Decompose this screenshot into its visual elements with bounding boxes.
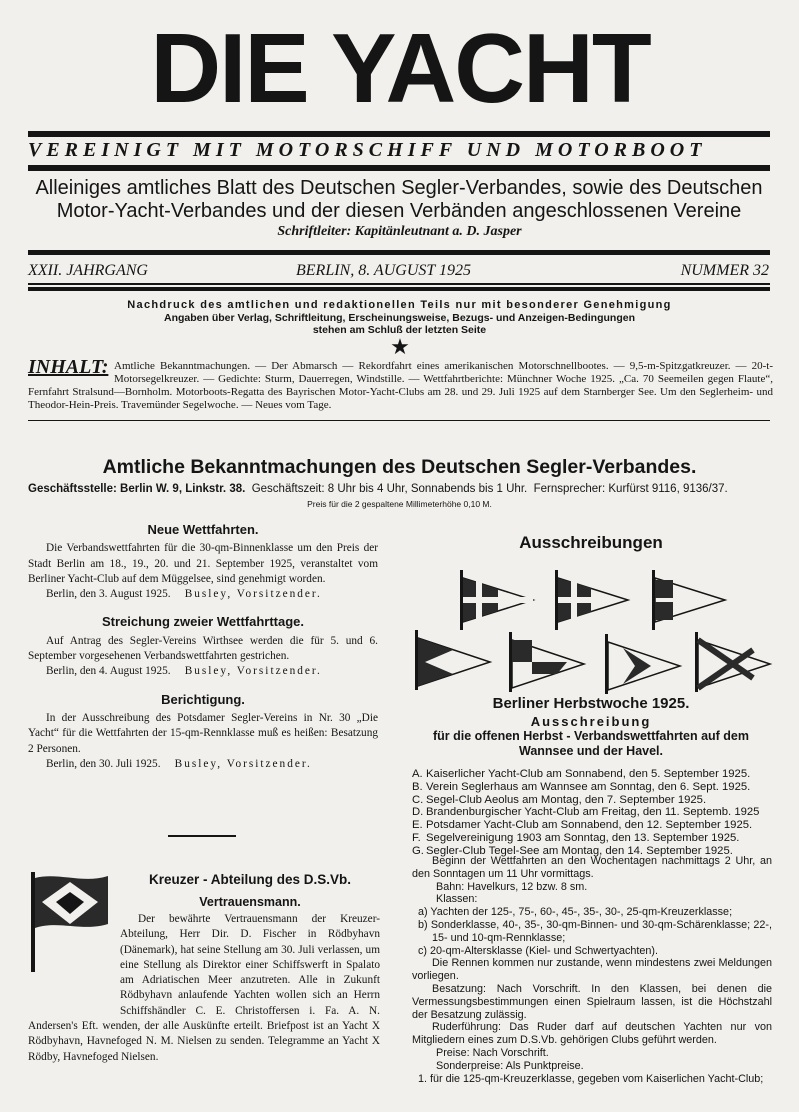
pennant-flag-icon <box>553 570 633 630</box>
neue-signature <box>28 587 378 602</box>
punktpreis-item: 1. für die 125-qm-Kreuzerklasse, gegeben vom Kaiserlichen Yacht-Club; <box>418 1072 764 1085</box>
klassen-item: a) Yachten der 125-, 75-, 60-, 45-, 35-, 30-, 25-qm-Kreuzerklasse; <box>418 906 733 919</box>
masthead-rule-bottom <box>28 165 770 171</box>
club-list <box>412 768 772 858</box>
besatzung-text: Besatzung: Nach Vorschrift. In den Klassen, bei denen die Vermessungsbestimmungen einen Spielraum lassen, ist die Höchstzahl der Besatzung zulässig. <box>412 982 772 1021</box>
streich-sig-name: Busley, Vorsitzender. <box>184 665 322 678</box>
pennant-flag-icon <box>507 632 589 692</box>
streich-title: Streichung zweier Wettfahrttage. <box>101 614 304 630</box>
price-line: Preis für die 2 gespaltene Millimeterhöhe 0,10 M. <box>307 499 492 509</box>
star-icon: ★ <box>390 334 410 359</box>
list-item: D. Brandenburgischer Yacht-Club am Freitag, den 11. Septemb. 1925 <box>412 806 760 819</box>
issue-volume: XXII. JAHRGANG <box>28 262 148 279</box>
kreuzer-body <box>28 912 380 1065</box>
contents-box <box>28 360 773 412</box>
office-hours: Geschäftszeit: 8 Uhr bis 4 Uhr, Sonnabends bis 1 Uhr. <box>251 483 528 495</box>
list-item: F. Segelvereinigung 1903 am Sonntag, den 13. September 1925. <box>412 831 740 844</box>
issue-rule-bottom-2 <box>28 287 770 291</box>
neue-sig-date: Berlin, den 3. August 1925. <box>46 588 171 601</box>
issue-rule-bottom-1 <box>28 283 770 285</box>
kreuzer-text: Der bewährte Vertrauensmann der Kreuzer-Abteilung, Herr Dir. D. Fischer in Rödbyhavn (Dänemark), hat seine Stellung am 30. Juli verlassen, um eine Stellung als Direktor einer Schiffswerft in Spalato am Adriatischen Meer anzutreten. Alle in Zukunft Rödbyhavn anlaufende Yachten wollen sich an Herrn Schiffshändler C. E. Christoffersen i. Fa. A. N. Andersen's Eft. wenden, der alle Auskünfte erteilt. Briefpost ist an Yacht X Rödbyhavn, Havnefoged N. M. Nielsen zu senden. Telegramme an Yacht X Rödby, Havnefoged Nielsen. <box>28 913 380 1063</box>
publisher-notice-2: stehen am Schluß der letzten Seite <box>312 324 487 336</box>
pennant-flag-icon <box>650 570 730 630</box>
list-item: A. Kaiserlicher Yacht-Club am Sonnabend, den 5. September 1925. <box>412 768 751 780</box>
office-address: Geschäftsstelle: Berlin W. 9, Linkstr. 38. <box>28 483 246 495</box>
official-line-2: Motor-Yacht-Verbandes und der diesen Verbänden angeschlossenen Vereine <box>56 200 742 222</box>
bericht-title: Berichtigung. <box>161 691 245 707</box>
pennant-flag-icon <box>693 632 775 692</box>
pennant-flag-icon <box>603 634 685 694</box>
list-item: C. Segel-Club Aeolus am Montag, den 7. September 1925. <box>412 793 707 806</box>
official-line-1: Alleiniges amtliches Blatt des Deutschen Segler-Verbandes, sowie des Deutschen <box>35 177 763 199</box>
streich-signature <box>28 664 378 679</box>
herbst-subtitle: Ausschreibung <box>530 714 652 729</box>
issue-number: NUMMER 32 <box>680 262 769 279</box>
contents-label: INHALT: <box>28 356 112 379</box>
bericht-text: In der Ausschreibung des Potsdamer Segler-Vereins in Nr. 30 „Die Yacht“ für die Wettfahrten der 15-qm-Rennklasse muß es heißen: Besatzung 2 Personen. <box>28 711 378 755</box>
list-item: B. Verein Seglerhaus am Wannsee am Sonntag, den 6. Sept. 1925. <box>412 780 751 793</box>
herbstwoche-block <box>410 695 772 759</box>
office-phone: Fernsprecher: Kurfürst 9116, 9136/37. <box>533 483 728 495</box>
reprint-notice: Nachdruck des amtlichen und redaktionellen Teils nur mit besonderer Genehmigung <box>127 299 672 311</box>
pennant-flag-icon <box>458 570 538 630</box>
preise-text: Preise: Nach Vorschrift. <box>436 1046 549 1059</box>
list-item: G. Segler-Club Tegel-See am Montag, den 14. September 1925. <box>412 844 733 857</box>
neue-sig-name: Busley, Vorsitzender. <box>184 588 322 601</box>
bericht-sig-date: Berlin, den 30. Juli 1925. <box>46 757 161 770</box>
sonderpreise-text: Sonderpreise: Als Punktpreise. <box>436 1059 584 1072</box>
ausschreibungen-title: Ausschreibungen <box>519 533 663 552</box>
issue-date: BERLIN, 8. AUGUST 1925 <box>296 262 471 279</box>
pennant-flag-icon <box>413 630 495 690</box>
kreuzer-title: Kreuzer - Abteilung des D.S.Vb. <box>148 872 352 887</box>
office-line <box>28 483 770 495</box>
flag-spacer <box>28 912 120 1004</box>
klassen-item: c) 20-qm-Altersklasse (Kiel- und Schwertyachten). <box>418 944 659 957</box>
rules-block <box>412 855 772 1085</box>
klassen-item: b) Sonderklasse, 40-, 35-, 30-qm-Binnen- und 30-qm-Schärenklasse; 22-, 15- und 10-qm-Rennklasse; <box>418 918 772 944</box>
masthead-rule-top <box>28 131 770 137</box>
bahn-text: Bahn: Havelkurs, 12 bzw. 8 sm. <box>436 880 588 893</box>
streich-text: Auf Antrag des Segler-Vereins Wirthsee werden die für 5. und 6. September vorgesehenen Verbandswettfahrten gestrichen. <box>28 634 378 663</box>
editor-line: Schriftleiter: Kapitänleutnant a. D. Jasper <box>277 224 522 239</box>
klassen-heading: Klassen: <box>436 893 478 906</box>
publisher-notice: Angaben über Verlag, Schriftleitung, Erscheinungsweise, Bezugs- und Anzeigen-Bedingungen <box>164 312 635 324</box>
column-divider <box>168 835 236 837</box>
left-column <box>28 522 378 772</box>
herbst-subtitle-2: für die offenen Herbst - Verbandswettfahrten auf dem Wannsee und der Havel. <box>432 729 749 758</box>
bericht-sig-name: Busley, Vorsitzender. <box>174 757 312 770</box>
neue-title: Neue Wettfahrten. <box>147 522 259 537</box>
rennen-text: Die Rennen kommen nur zustande, wenn mindestens zwei Meldungen vorliegen. <box>412 957 772 983</box>
masthead-title: DIE YACHT <box>150 13 650 123</box>
ruder-text: Ruderführung: Das Ruder darf auf deutschen Yachten nur von Mitgliedern eines zum D.S.Vb. gehörigen Clubs geführt werden. <box>412 1021 772 1047</box>
list-item: E. Potsdamer Yacht-Club am Sonnabend, den 12. September 1925. <box>412 819 753 832</box>
bericht-signature <box>28 757 378 772</box>
section-title: Amtliche Bekanntmachungen des Deutschen Segler-Verbandes. <box>102 456 697 478</box>
kreuzer-block <box>120 872 380 911</box>
herbst-title: Berliner Herbstwoche 1925. <box>492 695 690 712</box>
neue-text: Die Verbandswettfahrten für die 30-qm-Binnenklasse um den Preis der Stadt Berlin am 18., 19., 20. und 21. September 1925, veranstaltet vom Berliner Yacht-Club auf dem Müggelsee, sind genehmigt worden. <box>28 542 378 585</box>
streich-sig-date: Berlin, den 4. August 1925. <box>46 665 171 678</box>
issue-rule-top <box>28 250 770 255</box>
masthead-subtitle: VEREINIGT MIT MOTORSCHIFF UND MOTORBOOT <box>28 139 707 161</box>
kreuzer-subtitle: Vertrauensmann. <box>199 895 301 910</box>
contents-text: Amtliche Bekanntmachungen. — Der Abmarsch — Rekordfahrt eines amerikanischen Motorschnellbootes. — 9,5-m-Spitzgatkreuzer. — 20-t-Motorsegelkreuzer. — Gedichte: Sturm, Dauerregen, Windstille. — Wettfahrtberichte: Münchner Woche 1925. „Ca. 70 Seemeilen gegen Flaute“, Fernfahrt Stralsund—Bornholm. Motorboots-Regatta des Bayrischen Motor-Yacht-Clubs am 28. und 29. Juli 1925 auf dem Starnberger See. Um den Seglerheim- und Theodor-Hein-Preis. Travemünder Segelwoche. — Neues vom Tage. <box>28 360 773 411</box>
contents-rule <box>28 420 770 421</box>
beginn-text: Beginn der Wettfahrten an den Wochentagen nachmittags 2 Uhr, an den Sonntagen um 11 Uhr vormittags. <box>412 855 772 880</box>
